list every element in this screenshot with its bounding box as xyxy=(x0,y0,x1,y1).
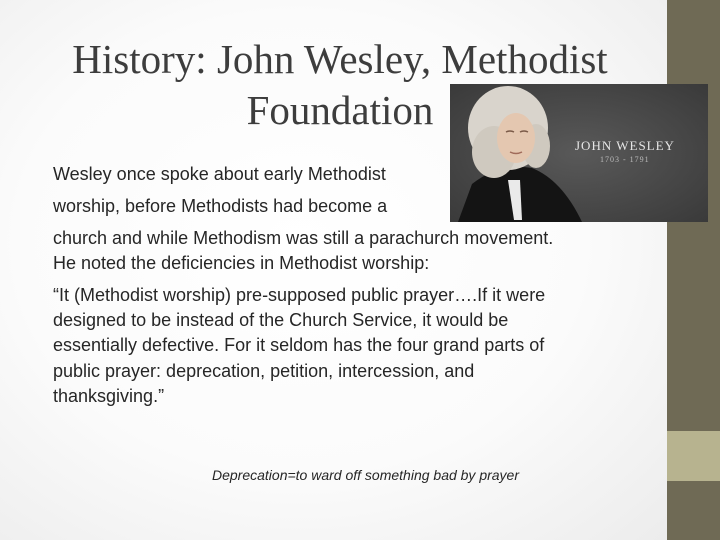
title-line-2: Foundation xyxy=(246,87,434,133)
sidebar-decoration-bottom xyxy=(667,481,720,540)
body-line-6: designed to be instead of the Church Service, it would be xyxy=(53,310,509,330)
body-line-4: He noted the deficiencies in Methodist worship: xyxy=(53,253,430,273)
body-line-5: “It (Methodist worship) pre-supposed public prayer….If it were xyxy=(53,285,546,305)
portrait-caption-years: 1703 - 1791 xyxy=(600,155,650,164)
definition-footnote: Deprecation=to ward off something bad by prayer xyxy=(212,467,520,483)
body-line-1: Wesley once spoke about early Methodist xyxy=(53,164,386,184)
body-line-3: church and while Methodism was still a parachurch movement. xyxy=(53,228,554,248)
portrait-caption-name: JOHN WESLEY xyxy=(575,138,675,153)
body-line-8: public prayer: deprecation, petition, intercession, and xyxy=(53,361,475,381)
title-line-1: History: John Wesley, Methodist xyxy=(72,36,608,82)
body-line-2: worship, before Methodists had become a xyxy=(53,196,388,216)
sidebar-accent-block xyxy=(667,431,720,481)
body-line-9: thanksgiving.” xyxy=(53,386,165,406)
body-line-7: essentially defective. For it seldom has the four grand parts of xyxy=(53,335,545,355)
